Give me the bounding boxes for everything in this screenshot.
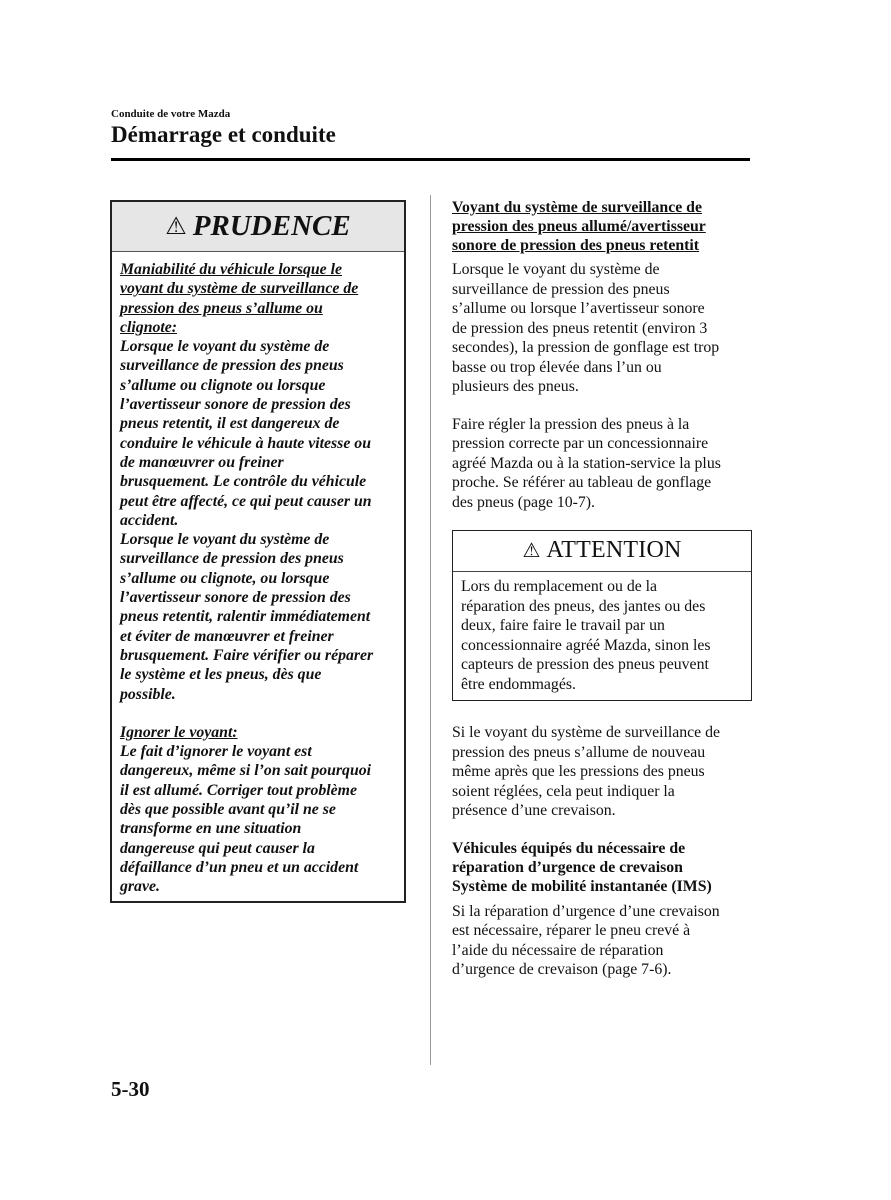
text-line: être endommagés. [461,675,576,693]
text-line: Si le voyant du système de surveillance de [452,724,721,741]
spacer [452,397,752,415]
text-line: surveillance de pression des pneus [452,280,670,298]
text-line: de pression des pneus retentit (environ 3 [452,319,708,337]
text-line: réparation d’urgence de crevaison [452,858,683,876]
prudence-subheading [120,260,396,337]
text-line: pneus retentit, il est dangereux de [120,415,340,433]
text-line: voyant du système de surveillance de [120,280,359,298]
paragraph-1 [452,260,752,397]
text-line: des pneus (page 10-7). [452,493,596,511]
attention-box [452,530,752,701]
text-line: dangereuse qui peut causer la [120,839,315,857]
text-line: d’urgence de crevaison (page 7-6). [452,961,672,978]
text-line: le système et les pneus, dès que [120,666,322,684]
text-line: dès que possible avant qu’il ne se [120,801,336,819]
text-line: réparation des pneus, des jantes ou des [461,597,706,615]
text-line: Lorsque le voyant du système de [120,531,330,549]
prudence-text-2 [120,742,396,896]
text-line: s’allume ou lorsque l’avertisseur sonore [452,300,705,317]
text-line: deux, faire faire le travail par un [461,617,665,634]
text-line: Le fait d’ignorer le voyant est [120,743,312,761]
text-line: même après que les pressions des pneus [452,763,705,780]
text-line: brusquement. Faire vérifier ou réparer [120,646,374,664]
prudence-text [120,337,396,704]
text-line: pression des pneus s’allume ou [120,299,323,317]
prudence-subheading-2: Ignorer le voyant: [120,723,238,741]
section-label: Conduite de votre Mazda [111,108,231,120]
text-line: Lorsque le voyant du système de [120,338,330,356]
prudence-title: PRUDENCE [192,210,351,242]
page-title: Démarrage et conduite [111,122,336,147]
text-line: basse ou trop élevée dans l’un ou [452,358,662,376]
paragraph-3 [452,723,752,821]
text-line: Véhicules équipés du nécessaire de [452,839,686,857]
text-line: capteurs de pression des pneus peuvent [461,656,709,673]
text-line: surveillance de pression des pneus [120,357,344,375]
text-line: transforme en une situation [120,820,302,838]
text-line: proche. Se référer au tableau de gonflage [452,474,712,491]
text-line: peut être affecté, ce qui peut causer un [120,492,372,510]
attention-header [453,531,751,572]
prudence-warning-box [110,200,406,903]
text-line: grave. [120,878,160,896]
spacer [120,704,396,723]
text-line: il est allumé. Corriger tout problème [120,781,357,799]
text-line: conduire le véhicule à haute vitesse ou [120,434,371,452]
text-line: agréé Mazda ou à la station-service la plus [452,454,721,472]
text-line: pneus retentit, ralentir immédiatement [120,608,371,626]
text-line: Maniabilité du véhicule lorsque le [120,261,343,278]
paragraph-2 [452,415,752,513]
text-line: clignote: [120,318,178,336]
text-line: dangereux, même si l’on sait pourquoi [120,762,372,780]
text-line: est nécessaire, réparer le pneu crevé à [452,922,691,939]
column-divider [430,195,431,1065]
warning-triangle-icon: ⚠ [522,540,541,562]
text-line: Si la réparation d’urgence d’une crevaison [452,902,720,920]
attention-body [453,572,751,700]
text-line: et éviter de manœuvrer et freiner [120,627,334,645]
text-line: possible. [120,685,176,703]
warning-triangle-icon: ⚠ [165,213,187,240]
text-line: Lorsque le voyant du système de [452,261,660,278]
text-line: pression correcte par un concessionnaire [452,435,709,452]
section-heading-ims [452,839,752,896]
text-line: accident. [120,511,179,529]
text-line: s’allume ou clignote ou lorsque [120,376,326,394]
text-line: de manœuvrer ou freiner [120,453,284,471]
page-number: 5-30 [111,1077,150,1101]
text-line: pression des pneus s’allume de nouveau [452,743,706,761]
text-line: présence d’une crevaison. [452,802,616,819]
text-line: Voyant du système de surveillance de [452,199,702,216]
text-line: secondes), la pression de gonflage est trop [452,339,720,356]
text-line: brusquement. Le contrôle du véhicule [120,473,367,491]
text-line: Système de mobilité instantanée (IMS) [452,877,712,895]
text-line: l’aide du nécessaire de réparation [452,941,664,959]
prudence-header [112,202,404,252]
prudence-body [112,252,404,897]
text-line: l’avertisseur sonore de pression des [120,589,351,607]
paragraph-4 [452,902,752,980]
text-line: sonore de pression des pneus retentit [452,237,700,254]
text-line: Lors du remplacement ou de la [461,578,658,595]
text-line: s’allume ou clignote, ou lorsque [120,569,330,587]
text-line: défaillance d’un pneu et un accident [120,858,359,876]
spacer [452,821,752,839]
header-divider [111,158,750,161]
text-line: pression des pneus allumé/avertisseur [452,218,706,235]
text-line: Faire régler la pression des pneus à la [452,415,690,433]
text-line: plusieurs des pneus. [452,378,579,395]
text-line: concessionnaire agréé Mazda, sinon les [461,636,711,654]
text-line: soient réglées, cela peut indiquer la [452,782,675,800]
attention-title: ATTENTION [546,537,682,564]
text-line: l’avertisseur sonore de pression des [120,396,351,414]
right-column [452,198,752,980]
text-line: surveillance de pression des pneus [120,550,344,568]
section-heading-tpms [452,198,752,255]
